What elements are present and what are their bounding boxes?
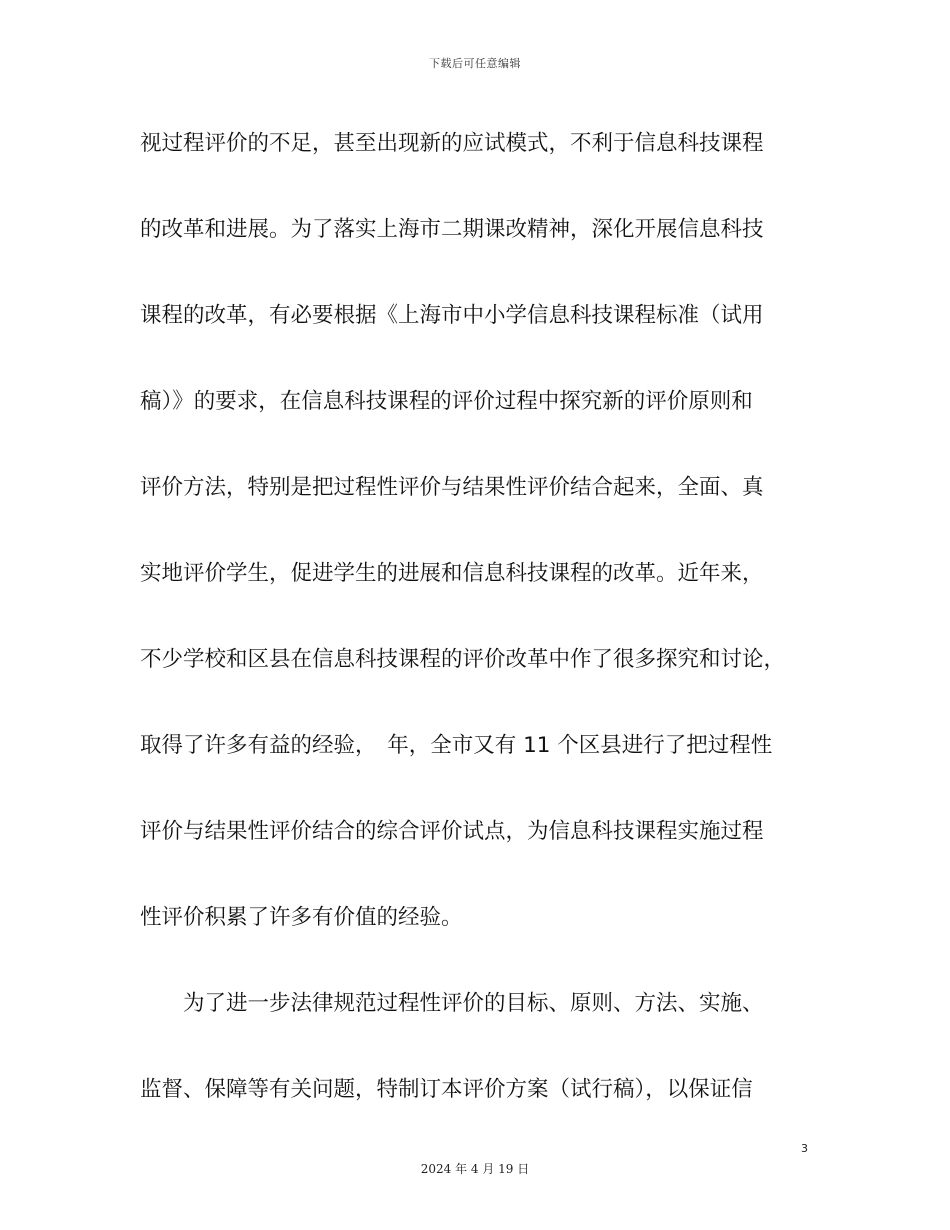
text-line: 课程的改革，有必要根据《上海市中小学信息科技课程标准（试用	[140, 303, 764, 328]
header-note: 下载后可任意编辑	[429, 57, 521, 70]
text-line: 视过程评价的不足，甚至出现新的应试模式，不利于信息科技课程	[140, 131, 764, 156]
text-line: 评价方法，特别是把过程性评价与结果性评价结合起来，全面、真	[140, 475, 764, 500]
text-line: 监督、保障等有关问题，特制订本评价方案（试行稿），以保证信	[140, 1077, 753, 1102]
text-line: 性评价积累了许多有价值的经验。	[140, 905, 463, 930]
text-line: 实地评价学生，促进学生的进展和信息科技课程的改革。近年来，	[140, 561, 764, 586]
text-line: 不少学校和区县在信息科技课程的评价改革中作了很多探究和讨论，	[140, 647, 786, 672]
text-line: 稿）》的要求，在信息科技课程的评价过程中探究新的评价原则和	[140, 389, 753, 414]
text-line: 评价与结果性评价结合的综合评价试点，为信息科技课程实施过程	[140, 819, 764, 844]
text-line: 为了进一步法律规范过程性评价的目标、原则、方法、实施、	[140, 991, 764, 1016]
text-line: 的改革和进展。为了落实上海市二期课改精神，深化开展信息科技	[140, 217, 764, 242]
page-number: 3	[801, 1142, 808, 1155]
document-body	[140, 126, 830, 1158]
text-line: 取得了许多有益的经验， 年，全市又有 11 个区县进行了把过程性	[140, 733, 773, 758]
footer-date: 2024 年 4 月 19 日	[420, 1162, 530, 1176]
